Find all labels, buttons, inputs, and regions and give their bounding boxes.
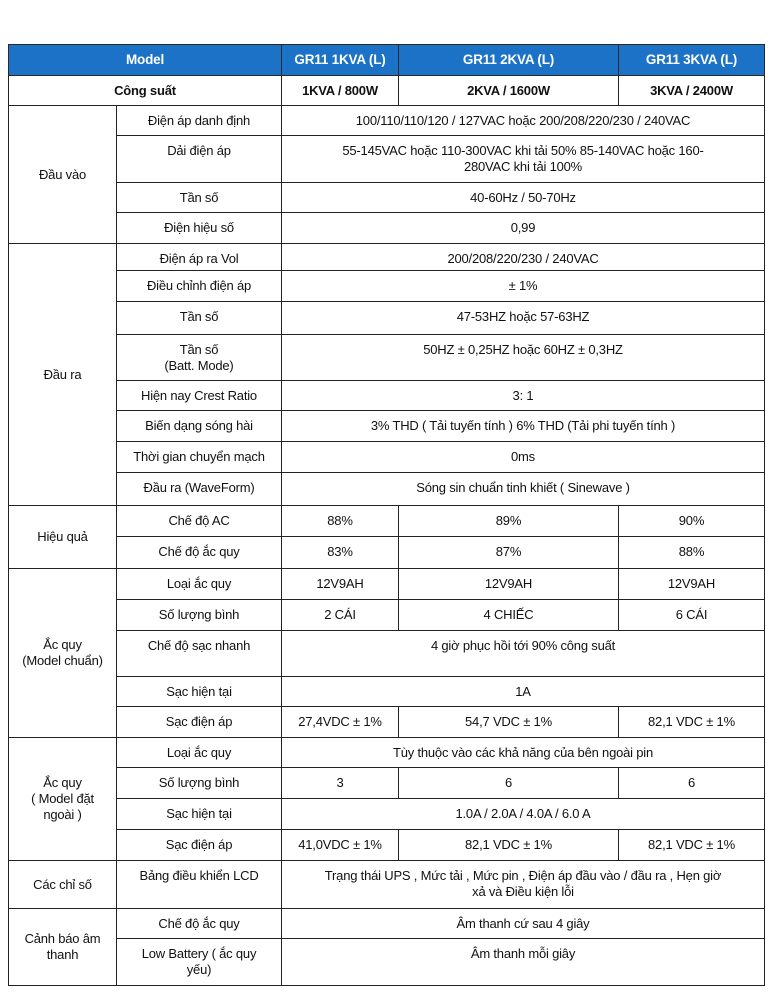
spec-label: Tần số (117, 302, 282, 335)
spec-label: Chế độ ắc quy (117, 909, 282, 939)
spec-value: Tùy thuộc vào các khả năng của bên ngoài pin (282, 738, 765, 768)
power-value: 1KVA / 800W (282, 76, 399, 106)
spec-value: 0,99 (282, 213, 765, 244)
spec-label: Loại ắc quy (117, 738, 282, 768)
model-label: Model (9, 45, 282, 76)
spec-value: Sóng sin chuẩn tinh khiết ( Sinewave ) (282, 473, 765, 506)
spec-label: Điện áp danh định (117, 106, 282, 136)
spec-value: 50HZ ± 0,25HZ hoặc 60HZ ± 0,3HZ (282, 335, 765, 381)
spec-value: 3% THD ( Tải tuyến tính ) 6% THD (Tải phi tuyến tính ) (282, 411, 765, 442)
spec-label: Hiện nay Crest Ratio (117, 381, 282, 411)
spec-row (9, 939, 765, 986)
spec-row (9, 631, 765, 677)
spec-row (9, 381, 765, 411)
spec-row (9, 768, 765, 799)
power-value: 3KVA / 2400W (619, 76, 765, 106)
spec-label: Loại ắc quy (117, 569, 282, 600)
spec-table (8, 44, 765, 986)
spec-value: 82,1 VDC ± 1% (399, 830, 619, 861)
spec-value: Trạng thái UPS , Mức tải , Mức pin , Điện áp đầu vào / đầu ra , Hẹn giờ xả và Điều kiện lỗi (282, 861, 765, 909)
spec-value: 54,7 VDC ± 1% (399, 707, 619, 738)
spec-value: 47-53HZ hoặc 57-63HZ (282, 302, 765, 335)
spec-value: Âm thanh cứ sau 4 giây (282, 909, 765, 939)
spec-label: Chế độ sạc nhanh (117, 631, 282, 677)
spec-row (9, 183, 765, 213)
spec-label: Chế độ AC (117, 506, 282, 537)
spec-value: 0ms (282, 442, 765, 473)
group-label: Cảnh báo âm thanh (9, 909, 117, 986)
spec-value: 12V9AH (399, 569, 619, 600)
spec-row (9, 799, 765, 830)
spec-row (9, 600, 765, 631)
spec-value: 82,1 VDC ± 1% (619, 707, 765, 738)
group-label: Hiệu quả (9, 506, 117, 569)
spec-value: 55-145VAC hoặc 110-300VAC khi tải 50% 85-140VAC hoặc 160-280VAC khi tải 100% (282, 136, 765, 183)
spec-value: 41,0VDC ± 1% (282, 830, 399, 861)
spec-row (9, 106, 765, 136)
spec-row (9, 213, 765, 244)
spec-row (9, 738, 765, 768)
spec-row (9, 136, 765, 183)
spec-value: 4 giờ phục hồi tới 90% công suất (282, 631, 765, 677)
spec-row (9, 302, 765, 335)
spec-label: Sạc điện áp (117, 830, 282, 861)
spec-value: 88% (282, 506, 399, 537)
spec-value: 1.0A / 2.0A / 4.0A / 6.0 A (282, 799, 765, 830)
spec-label: Biến dạng sóng hài (117, 411, 282, 442)
spec-value: 3: 1 (282, 381, 765, 411)
spec-value: 6 CÁI (619, 600, 765, 631)
spec-row (9, 442, 765, 473)
model-3kva: GR11 3KVA (L) (619, 45, 765, 76)
spec-label: Sạc điện áp (117, 707, 282, 738)
power-value: 2KVA / 1600W (399, 76, 619, 106)
spec-value: 90% (619, 506, 765, 537)
spec-value: 82,1 VDC ± 1% (619, 830, 765, 861)
spec-value: ± 1% (282, 271, 765, 302)
spec-value: 83% (282, 537, 399, 569)
power-row (9, 76, 765, 106)
spec-value: 4 CHIẾC (399, 600, 619, 631)
group-label: Đầu ra (9, 244, 117, 506)
spec-row (9, 244, 765, 271)
spec-value: 27,4VDC ± 1% (282, 707, 399, 738)
spec-row (9, 473, 765, 506)
spec-value: 89% (399, 506, 619, 537)
spec-row (9, 506, 765, 537)
spec-label: Số lượng bình (117, 768, 282, 799)
spec-label: Chế độ ắc quy (117, 537, 282, 569)
spec-label: Sạc hiện tại (117, 677, 282, 707)
spec-value: 1A (282, 677, 765, 707)
spec-value: 100/110/110/120 / 127VAC hoặc 200/208/220/230 / 240VAC (282, 106, 765, 136)
spec-label: Thời gian chuyển mạch (117, 442, 282, 473)
spec-value: 88% (619, 537, 765, 569)
spec-label: Đầu ra (WaveForm) (117, 473, 282, 506)
spec-row (9, 537, 765, 569)
model-2kva: GR11 2KVA (L) (399, 45, 619, 76)
spec-label: Số lượng bình (117, 600, 282, 631)
spec-value: 87% (399, 537, 619, 569)
spec-label: Tần số (Batt. Mode) (117, 335, 282, 381)
spec-value: 6 (619, 768, 765, 799)
spec-value: 200/208/220/230 / 240VAC (282, 244, 765, 271)
spec-value: 3 (282, 768, 399, 799)
spec-value: 6 (399, 768, 619, 799)
group-label: Ắc quy ( Model đặt ngoài ) (9, 738, 117, 861)
group-label: Các chỉ số (9, 861, 117, 909)
spec-value: 40-60Hz / 50-70Hz (282, 183, 765, 213)
spec-value: 2 CÁI (282, 600, 399, 631)
spec-label: Dải điện áp (117, 136, 282, 183)
spec-row (9, 677, 765, 707)
spec-row (9, 569, 765, 600)
spec-value: 12V9AH (282, 569, 399, 600)
spec-label: Điện áp ra Vol (117, 244, 282, 271)
spec-row (9, 830, 765, 861)
spec-label: Bảng điều khiển LCD (117, 861, 282, 909)
spec-row (9, 707, 765, 738)
spec-row (9, 861, 765, 909)
spec-label: Điều chỉnh điện áp (117, 271, 282, 302)
spec-label: Tần số (117, 183, 282, 213)
spec-row (9, 909, 765, 939)
spec-row (9, 411, 765, 442)
spec-value: 12V9AH (619, 569, 765, 600)
spec-row (9, 335, 765, 381)
spec-label: Sạc hiện tại (117, 799, 282, 830)
spec-value: Âm thanh mỗi giây (282, 939, 765, 986)
model-1kva: GR11 1KVA (L) (282, 45, 399, 76)
spec-row (9, 271, 765, 302)
group-label: Đầu vào (9, 106, 117, 244)
spec-label: Low Battery ( ắc quy yếu) (117, 939, 282, 986)
power-label: Công suất (9, 76, 282, 106)
group-label: Ắc quy (Model chuẩn) (9, 569, 117, 738)
header-row (9, 45, 765, 76)
spec-label: Điện hiệu số (117, 213, 282, 244)
